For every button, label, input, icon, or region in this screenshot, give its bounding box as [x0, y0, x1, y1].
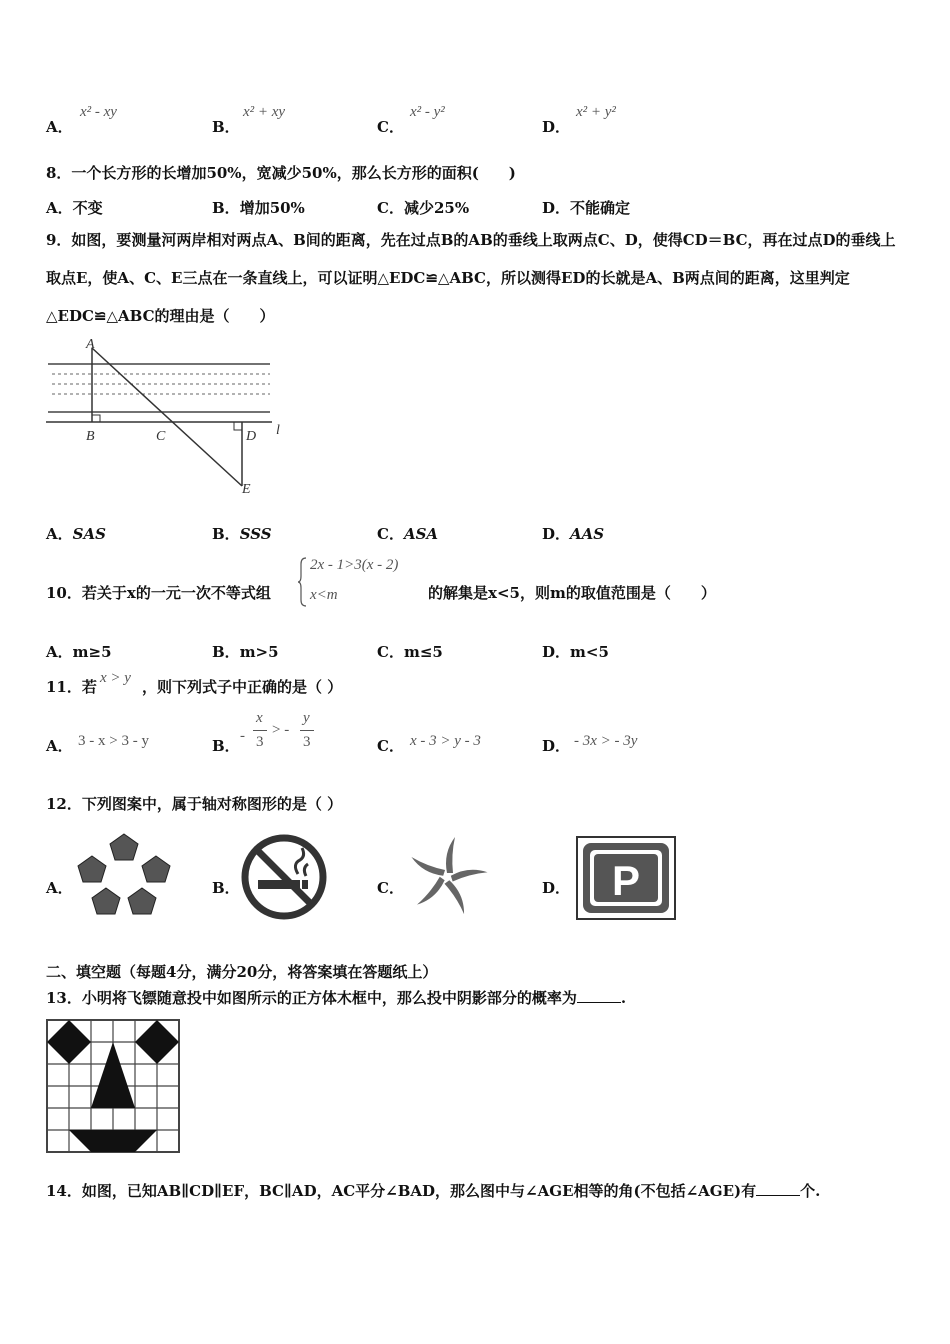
q9-option-a: A．SAS: [46, 525, 106, 543]
q8-option-d: D．不能确定: [542, 199, 631, 217]
fig-label-a: A: [86, 337, 95, 352]
q10-suffix: 的解集是x<5，则m的取值范围是（ ）: [428, 584, 716, 602]
fig-label-c: C: [156, 429, 166, 444]
q9-stem: 9．如图，要测量河两岸相对两点A、B间的距离，先在过点B的AB的垂线上取两点C、D，使得CD＝BC，再在过点D的垂线上取点E，使A、C、E三点在一条直线上，可以证明△EDC≌△ABC，所以测得ED的长就是A、B两点间的距离，这里判定△EDC≌△ABC的理由是（ ）: [46, 231, 896, 325]
q10-brace: [298, 556, 308, 608]
q11-option-b-den2: 3: [303, 734, 311, 750]
q8-stem: 8．一个长方形的长增加50%，宽减少50%，那么长方形的面积( ): [46, 164, 516, 182]
q10-inequality-1: 2x - 1>3(x - 2): [310, 557, 399, 573]
q11-option-b-den1: 3: [256, 734, 264, 750]
q13-answer-blank[interactable]: [577, 988, 621, 1003]
parking-sign-icon: [576, 836, 676, 920]
q11-suffix: ，则下列式子中正确的是（ ）: [142, 678, 343, 696]
q11-option-b-minus1: -: [240, 728, 245, 744]
parking-letter: P: [611, 857, 641, 904]
q12-stem: 12．下列图案中，属于轴对称图形的是（ ）: [46, 795, 343, 813]
q11-option-a-expr: 3 - x > 3 - y: [78, 733, 149, 749]
q8-option-b: B．增加50%: [212, 199, 305, 217]
q10-option-a: A．m≥5: [46, 643, 112, 661]
q11-option-b-num1: x: [256, 710, 263, 726]
q10-option-b: B．m>5: [212, 643, 279, 661]
q11-option-d-label: D．: [542, 737, 571, 755]
pinwheel-icon: [404, 834, 490, 920]
pentagon-flower-icon: [76, 832, 172, 922]
q12-option-c-label: C．: [377, 879, 404, 897]
q7-option-b-expr: x² + xy: [243, 104, 286, 120]
q7-option-d-label: D．: [542, 118, 571, 136]
q13-stem: 13．小明将飞镖随意投中如图所示的正方体木框中，那么投中阴影部分的概率为 .: [46, 989, 627, 1007]
q14-answer-blank[interactable]: [756, 1181, 800, 1196]
q11-option-b-label: B．: [212, 737, 240, 755]
q7-option-c-label: C．: [377, 118, 404, 136]
q11-option-d-expr: - 3x > - 3y: [574, 733, 638, 749]
q10-option-d: D．m<5: [542, 643, 609, 661]
q9-river-figure: [46, 336, 286, 498]
q11-option-c-label: C．: [377, 737, 404, 755]
fig-label-b: B: [86, 429, 95, 444]
q7-option-a-expr: x² - xy: [80, 104, 117, 120]
q12-option-a-label: A．: [46, 879, 73, 897]
q14-stem: 14．如图，已知AB∥CD∥EF，BC∥AD，AC平分∠BAD，那么图中与∠AGE相等的角(不包括∠AGE)有 个.: [46, 1182, 821, 1200]
q10-option-c: C．m≤5: [377, 643, 443, 661]
q10-inequality-2: x<m: [310, 587, 338, 603]
q7-option-a-label: A．: [46, 118, 73, 136]
fig-label-e: E: [242, 482, 251, 497]
q11-option-b-fraction-bar-1: [253, 730, 267, 731]
q11-option-b-num2: y: [303, 710, 310, 726]
q10-prefix: 10．若关于x的一元一次不等式组: [46, 584, 271, 602]
q9-option-b: B．SSS: [212, 525, 272, 543]
q8-option-a: A．不变: [46, 199, 103, 217]
q7-option-d-expr: x² + y²: [576, 104, 616, 120]
q12-option-d-label: D．: [542, 879, 571, 897]
q7-option-b-label: B．: [212, 118, 240, 136]
fig-label-l: l: [276, 423, 280, 438]
q11-option-b-fraction-bar-2: [300, 730, 314, 731]
q13-grid-figure: [46, 1019, 180, 1153]
q11-condition: x > y: [100, 670, 131, 686]
q9-option-d: D．AAS: [542, 525, 605, 543]
q8-option-c: C．减少25%: [377, 199, 470, 217]
section-2-title: 二、填空题（每题4分，满分20分，将答案填在答题纸上）: [46, 963, 438, 981]
fig-label-d: D: [246, 429, 257, 444]
q11-prefix: 11．若: [46, 678, 97, 696]
q7-option-c-expr: x² - y²: [410, 104, 445, 120]
q12-option-b-label: B．: [212, 879, 240, 897]
q9-option-c: C．ASA: [377, 525, 439, 543]
q11-option-c-expr: x - 3 > y - 3: [410, 733, 481, 749]
q11-option-b-mid: > -: [272, 722, 290, 738]
no-smoking-icon: [240, 834, 328, 920]
q11-option-a-label: A．: [46, 737, 73, 755]
